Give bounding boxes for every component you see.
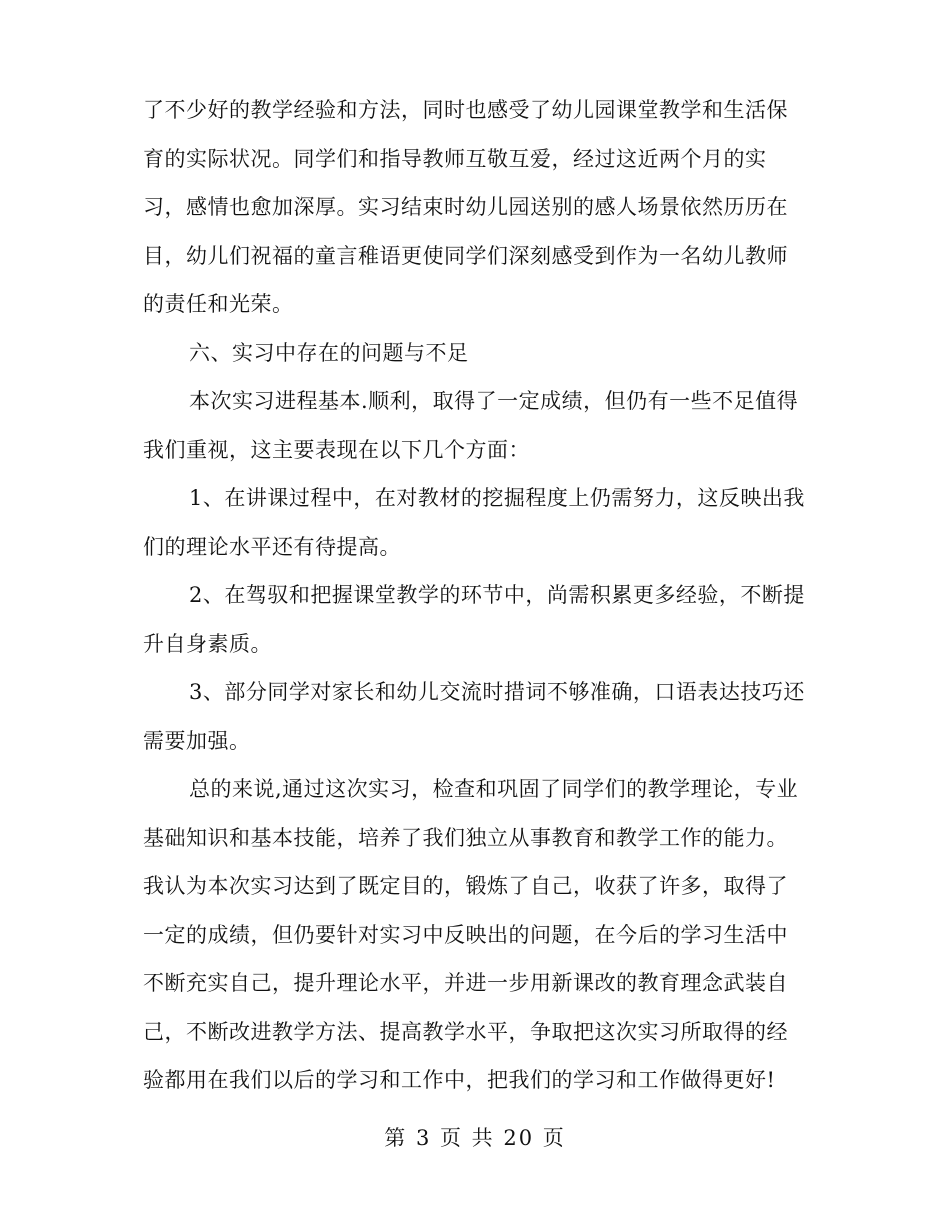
text-line: 目，幼儿们祝福的童言稚语更使同学们深刻感受到作为一名幼儿教师 <box>143 243 788 268</box>
text-line: 育的实际状况。同学们和指导教师互敬互爱，经过这近两个月的实 <box>143 146 767 171</box>
text-line: 需要加强。 <box>143 728 251 753</box>
text-line: 的责任和光荣。 <box>143 292 294 316</box>
page-number-footer: 第 3 页 共 20 页 <box>384 1126 566 1150</box>
text-line: 习，感情也愈加深厚。实习结束时幼儿园送别的感人场景依然历历在 <box>143 195 788 219</box>
text-line: 不断充实自己，提升理论水平，并进一步用新课改的教育理念武装自 <box>143 971 788 995</box>
section-heading: 六、实习中存在的问题与不足 <box>189 340 469 365</box>
text-line: 我认为本次实习达到了既定目的，锻炼了自己，收获了许多，取得了 <box>143 874 788 898</box>
text-line: 们的理论水平还有待提高。 <box>143 534 401 559</box>
text-line: 我们重视，这主要表现在以下几个方面： <box>143 437 530 462</box>
text-line: 一定的成绩，但仍要针对实习中反映出的问题，在今后的学习生活中 <box>143 922 788 947</box>
text-line: 总的来说,通过这次实习，检查和巩固了同学们的教学理论，专业 <box>189 777 799 801</box>
text-line: 己，不断改进教学方法、提高教学水平，争取把这次实习所取得的经 <box>143 1019 788 1044</box>
text-line: 本次实习进程基本.顺利，取得了一定成绩，但仍有一些不足值得 <box>189 389 799 413</box>
text-line: 升自身素质。 <box>143 631 272 656</box>
text-line: 验都用在我们以后的学习和工作中，把我们的学习和工作做得更好! <box>143 1068 776 1092</box>
text-line: 了不少好的教学经验和方法，同时也感受了幼儿园课堂教学和生活保 <box>143 98 788 122</box>
list-item: 3、部分同学对家长和幼儿交流时措词不够准确，口语表达技巧还 <box>189 680 805 704</box>
document-body <box>143 86 813 1105</box>
list-item: 1、在讲课过程中，在对教材的挖掘程度上仍需努力，这反映出我 <box>189 486 805 510</box>
list-item: 2、在驾驭和把握课堂教学的环节中，尚需积累更多经验，不断提 <box>189 583 805 607</box>
text-line: 基础知识和基本技能，培养了我们独立从事教育和教学工作的能力。 <box>143 825 788 850</box>
